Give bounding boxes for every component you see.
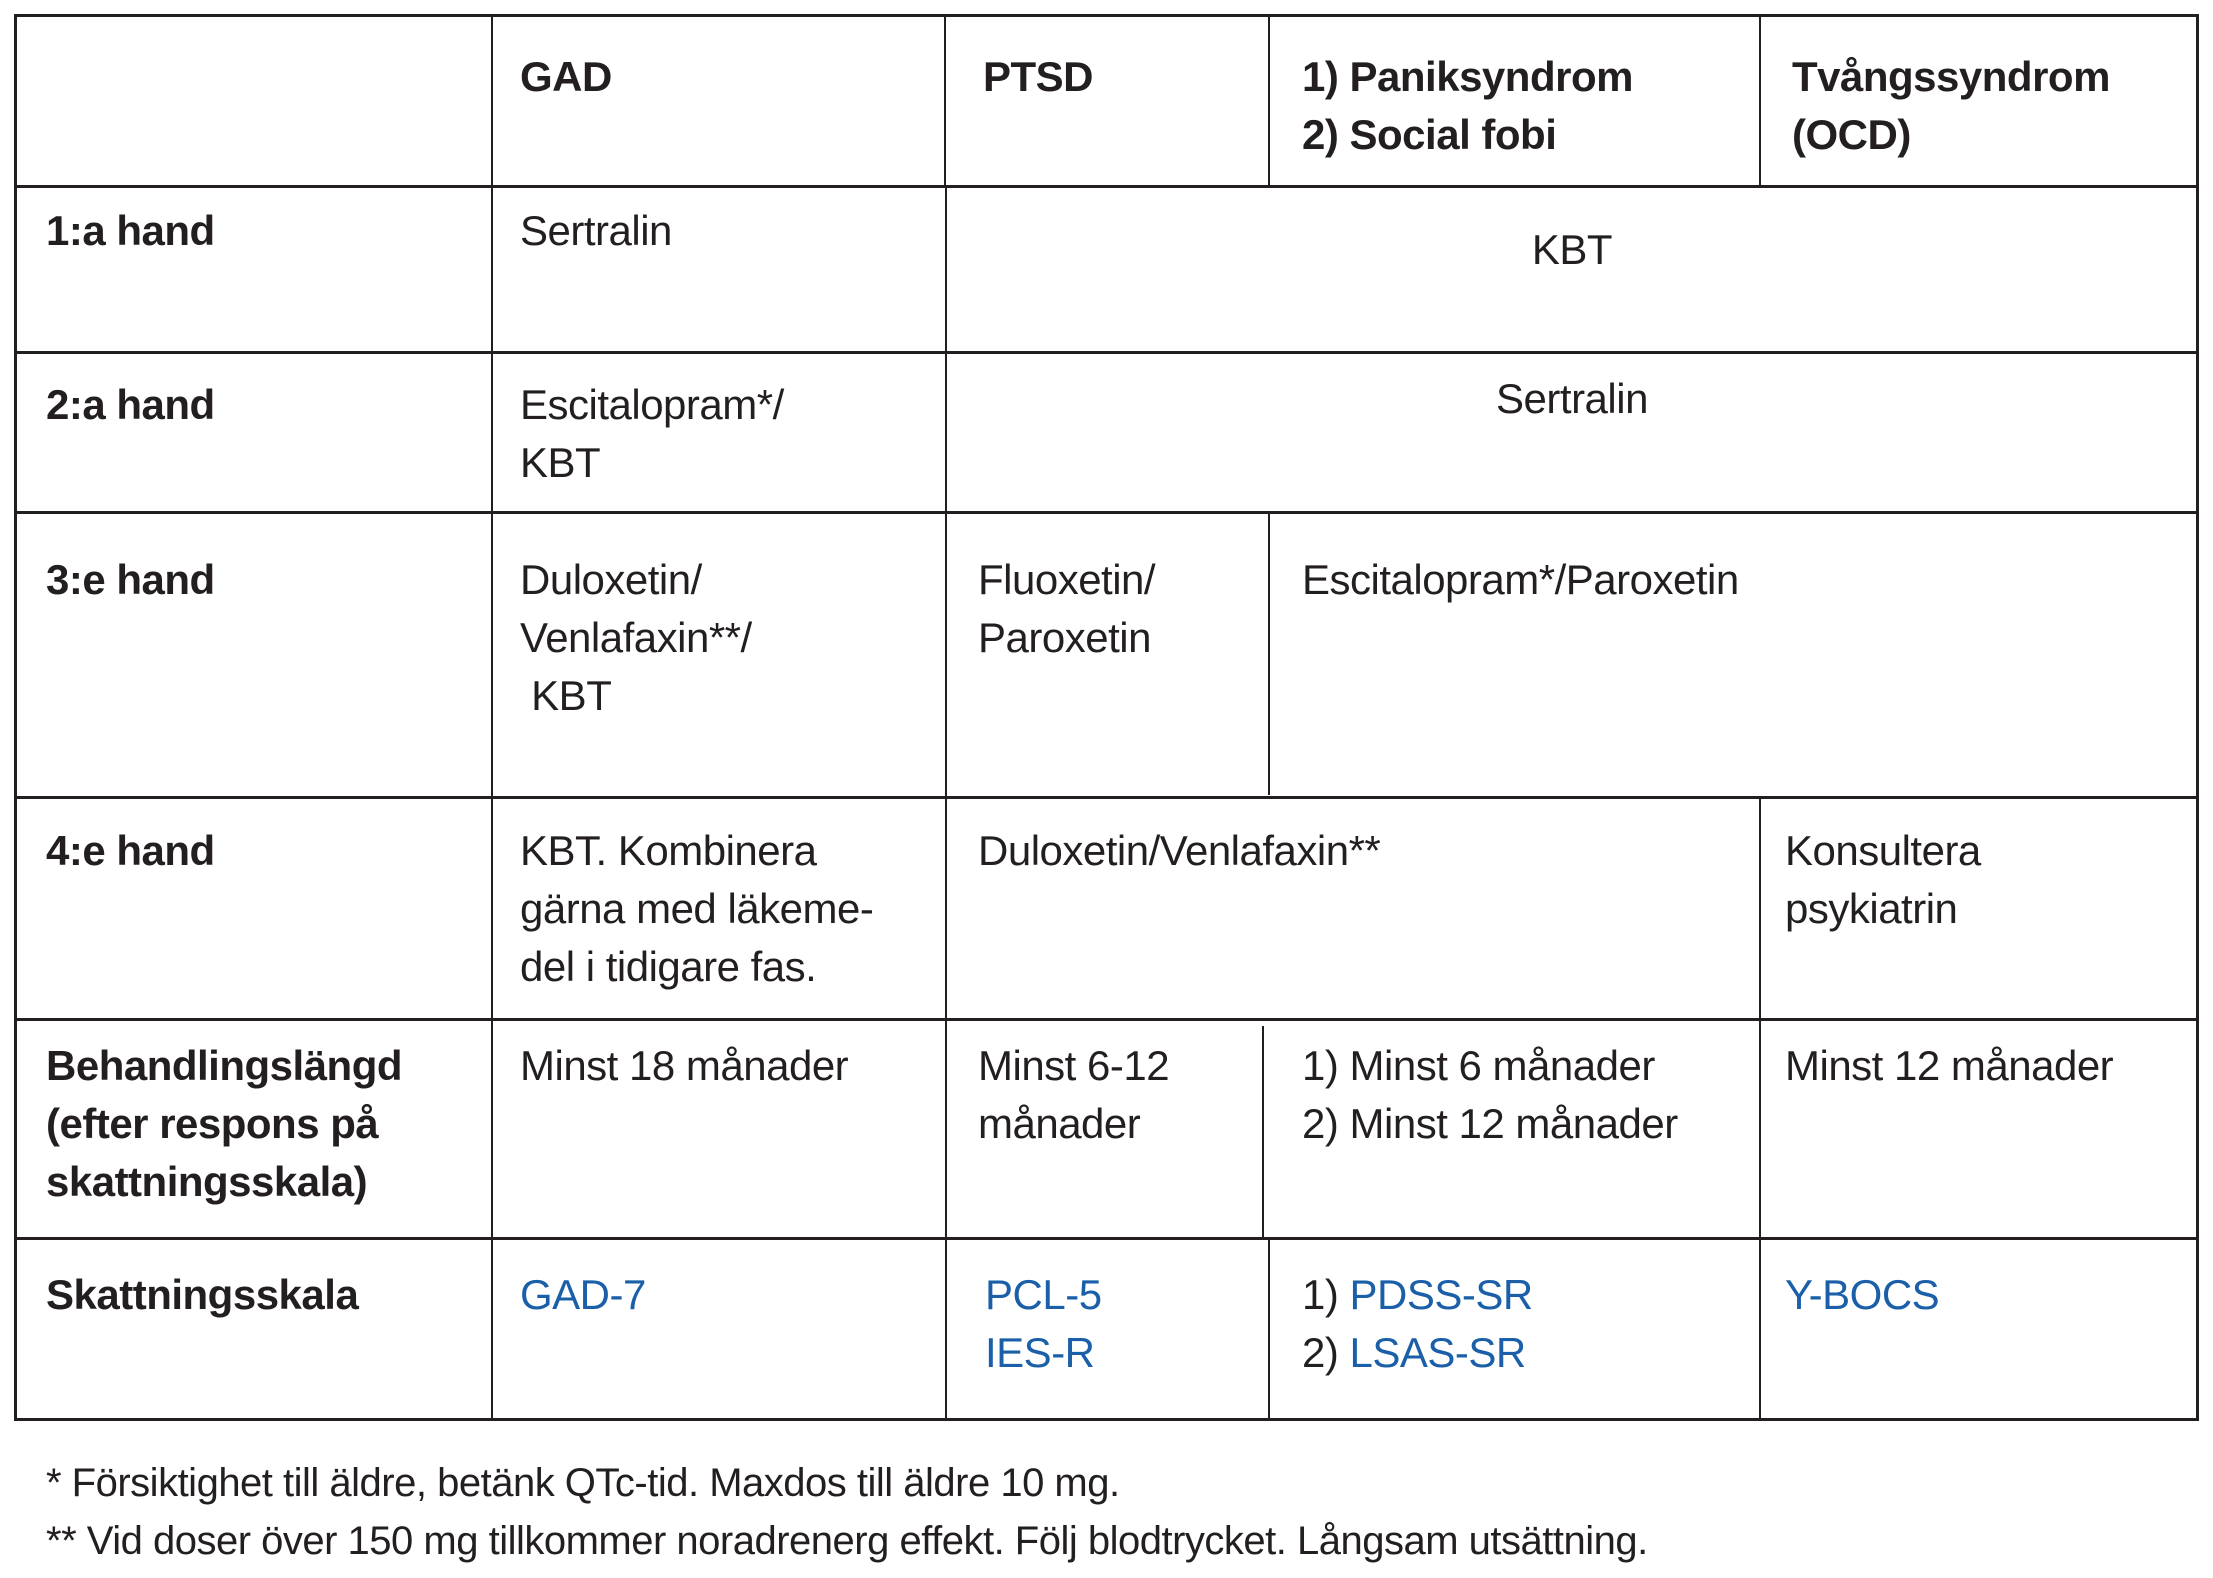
first-gad: Sertralin <box>520 207 672 254</box>
row-divider <box>14 1237 2199 1240</box>
scale-lsassr-link[interactable]: LSAS-SR <box>1349 1329 1526 1376</box>
duration-ptsd <box>978 1037 1169 1153</box>
scale-pdsssr-link[interactable]: PDSS-SR <box>1349 1271 1533 1318</box>
scale-panik-line1 <box>1302 1266 1533 1324</box>
col-divider <box>1268 512 1270 795</box>
second-others: Sertralin <box>1496 375 1648 422</box>
scale-ybocs-link[interactable]: Y-BOCS <box>1785 1271 1940 1318</box>
scale-panik-line2 <box>1302 1324 1533 1382</box>
scale-panik-prefix1: 1) <box>1302 1271 1350 1318</box>
third-ptsd-line2: Paroxetin <box>978 614 1151 661</box>
header-ocd-line2: (OCD) <box>1792 111 1911 158</box>
footnote-double: ** Vid doser över 150 mg tillkommer noradrenerg effekt. Följ blodtrycket. Långsam utsättning. <box>46 1519 1648 1563</box>
duration-label-line2: (efter respons på <box>46 1100 379 1147</box>
fourth-ptsd-panik: Duloxetin/Venlafaxin** <box>978 827 1381 874</box>
header-ocd-line1: Tvångssyndrom <box>1792 53 2110 100</box>
col-divider <box>1268 14 1270 186</box>
fourth-gad-line3: del i tidigare fas. <box>520 943 817 990</box>
fourth-gad-line1: KBT. Kombinera <box>520 827 817 874</box>
scale-iesr-link[interactable]: IES-R <box>985 1329 1095 1376</box>
duration-panik-line2: 2) Minst 12 månader <box>1302 1100 1678 1147</box>
row-divider <box>14 511 2199 514</box>
second-gad-line1: Escitalopram*/ <box>520 381 784 428</box>
fourth-ocd-line1: Konsultera <box>1785 827 1981 874</box>
third-gad-line3: KBT <box>520 672 612 719</box>
row-divider <box>14 351 2199 354</box>
duration-panik <box>1302 1037 1678 1153</box>
scale-ptsd <box>985 1266 1102 1382</box>
row-divider <box>14 185 2199 188</box>
header-panik-line2: 2) Social fobi <box>1302 111 1557 158</box>
row-divider <box>14 796 2199 799</box>
duration-gad: Minst 18 månader <box>520 1042 849 1089</box>
col-divider <box>944 14 946 186</box>
fourth-ocd-line2: psykiatrin <box>1785 885 1958 932</box>
duration-ptsd-line2: månader <box>978 1100 1141 1147</box>
third-gad-line2: Venlafaxin**/ <box>520 614 752 661</box>
row-label-third: 3:e hand <box>46 556 215 603</box>
third-gad-line1: Duloxetin/ <box>520 556 702 603</box>
footnote-single: * Försiktighet till äldre, betänk QTc-tid. Maxdos till äldre 10 mg. <box>46 1461 1120 1505</box>
row-label-duration <box>46 1037 402 1211</box>
row-divider <box>14 1018 2199 1021</box>
fourth-gad-line2: gärna med läkeme- <box>520 885 874 932</box>
duration-ocd: Minst 12 månader <box>1785 1042 2114 1089</box>
first-others: KBT <box>1531 226 1613 273</box>
header-gad: GAD <box>520 53 612 100</box>
third-gad <box>520 551 752 725</box>
scale-gad7-link[interactable]: GAD-7 <box>520 1271 646 1318</box>
duration-label-line3: skattningsskala) <box>46 1158 368 1205</box>
row-label-second: 2:a hand <box>46 381 215 428</box>
row-label-first: 1:a hand <box>46 207 215 254</box>
row-label-fourth: 4:e hand <box>46 827 215 874</box>
col-divider <box>1268 1238 1270 1421</box>
third-ptsd <box>978 551 1155 667</box>
header-panik-line1: 1) Paniksyndrom <box>1302 53 1633 100</box>
col-divider <box>1262 1026 1264 1237</box>
scale-pcl5-link[interactable]: PCL-5 <box>985 1271 1102 1318</box>
col-divider <box>1759 797 1761 1421</box>
duration-panik-line1: 1) Minst 6 månader <box>1302 1042 1655 1089</box>
duration-label-line1: Behandlingslängd <box>46 1042 403 1089</box>
fourth-gad <box>520 822 873 996</box>
row-label-scale: Skattningsskala <box>46 1271 359 1318</box>
header-panik <box>1302 48 1633 164</box>
scale-panik <box>1302 1266 1533 1382</box>
third-panik-ocd: Escitalopram*/Paroxetin <box>1302 556 1739 603</box>
header-ptsd: PTSD <box>983 53 1094 100</box>
third-ptsd-line1: Fluoxetin/ <box>978 556 1156 603</box>
scale-panik-prefix2: 2) <box>1302 1329 1350 1376</box>
second-gad <box>520 376 784 492</box>
duration-ptsd-line1: Minst 6-12 <box>978 1042 1170 1089</box>
col-divider <box>491 14 493 1421</box>
second-gad-line2: KBT <box>520 439 601 486</box>
header-ocd <box>1792 48 2110 164</box>
fourth-ocd <box>1785 822 1981 938</box>
col-divider <box>1759 14 1761 186</box>
